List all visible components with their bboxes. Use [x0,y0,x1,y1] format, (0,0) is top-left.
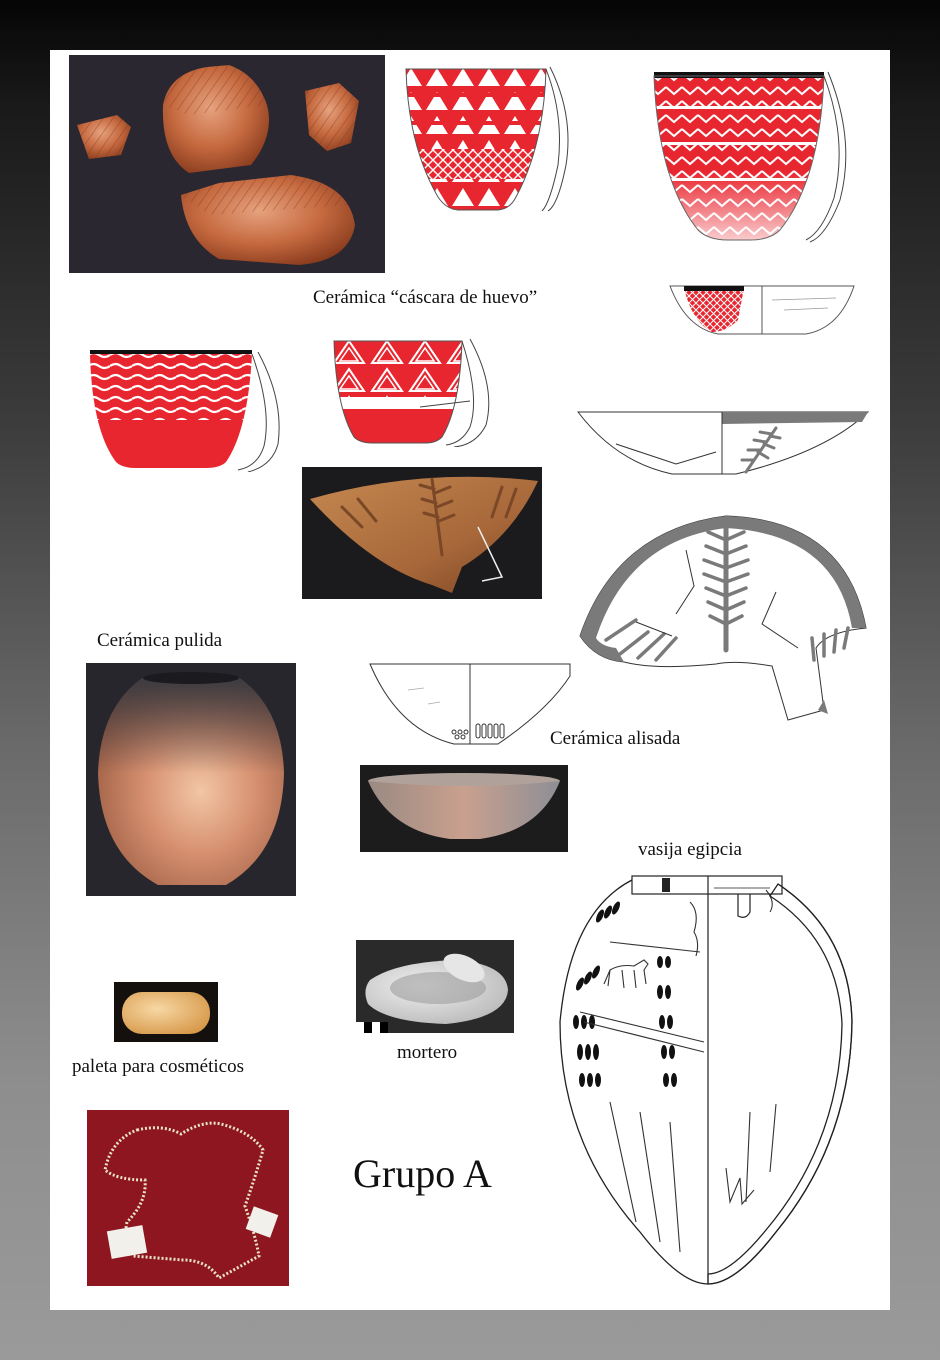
eggshell-caption: Cerámica “cáscara de huevo” [313,287,538,308]
eggshell-sherds-photo [69,55,385,273]
smoothed-bowl-drawing [368,660,572,752]
fern-bowl-reconstruction-drawing [576,510,870,722]
cosmetic-palette-photo [114,982,218,1042]
polished-caption: Cerámica pulida [97,630,223,651]
polished-jar-photo [86,663,296,896]
eggshell-vessel-drawing-4 [330,337,520,447]
plate-sheet [50,50,890,1310]
mortar-caption: mortero [397,1042,458,1063]
eggshell-vessel-drawing-1 [398,65,578,213]
smoothed-caption: Cerámica alisada [550,728,681,749]
eggshell-vessel-drawing-3 [88,350,298,472]
smoothed-bowl-photo [360,765,568,852]
egyptian-vessel-caption: vasija egipcia [638,839,742,860]
fern-bowl-photo [302,467,542,599]
eggshell-vessel-drawing-2 [650,70,860,246]
eggshell-bowl-drawing [668,282,856,340]
fern-bowl-profile-drawing [576,408,870,484]
mortar-photo [356,940,514,1033]
egyptian-vessel-drawing [550,872,868,1294]
bead-necklace-photo [87,1110,289,1286]
group-title: Grupo A [353,1151,492,1196]
palette-caption: paleta para cosméticos [72,1056,244,1077]
